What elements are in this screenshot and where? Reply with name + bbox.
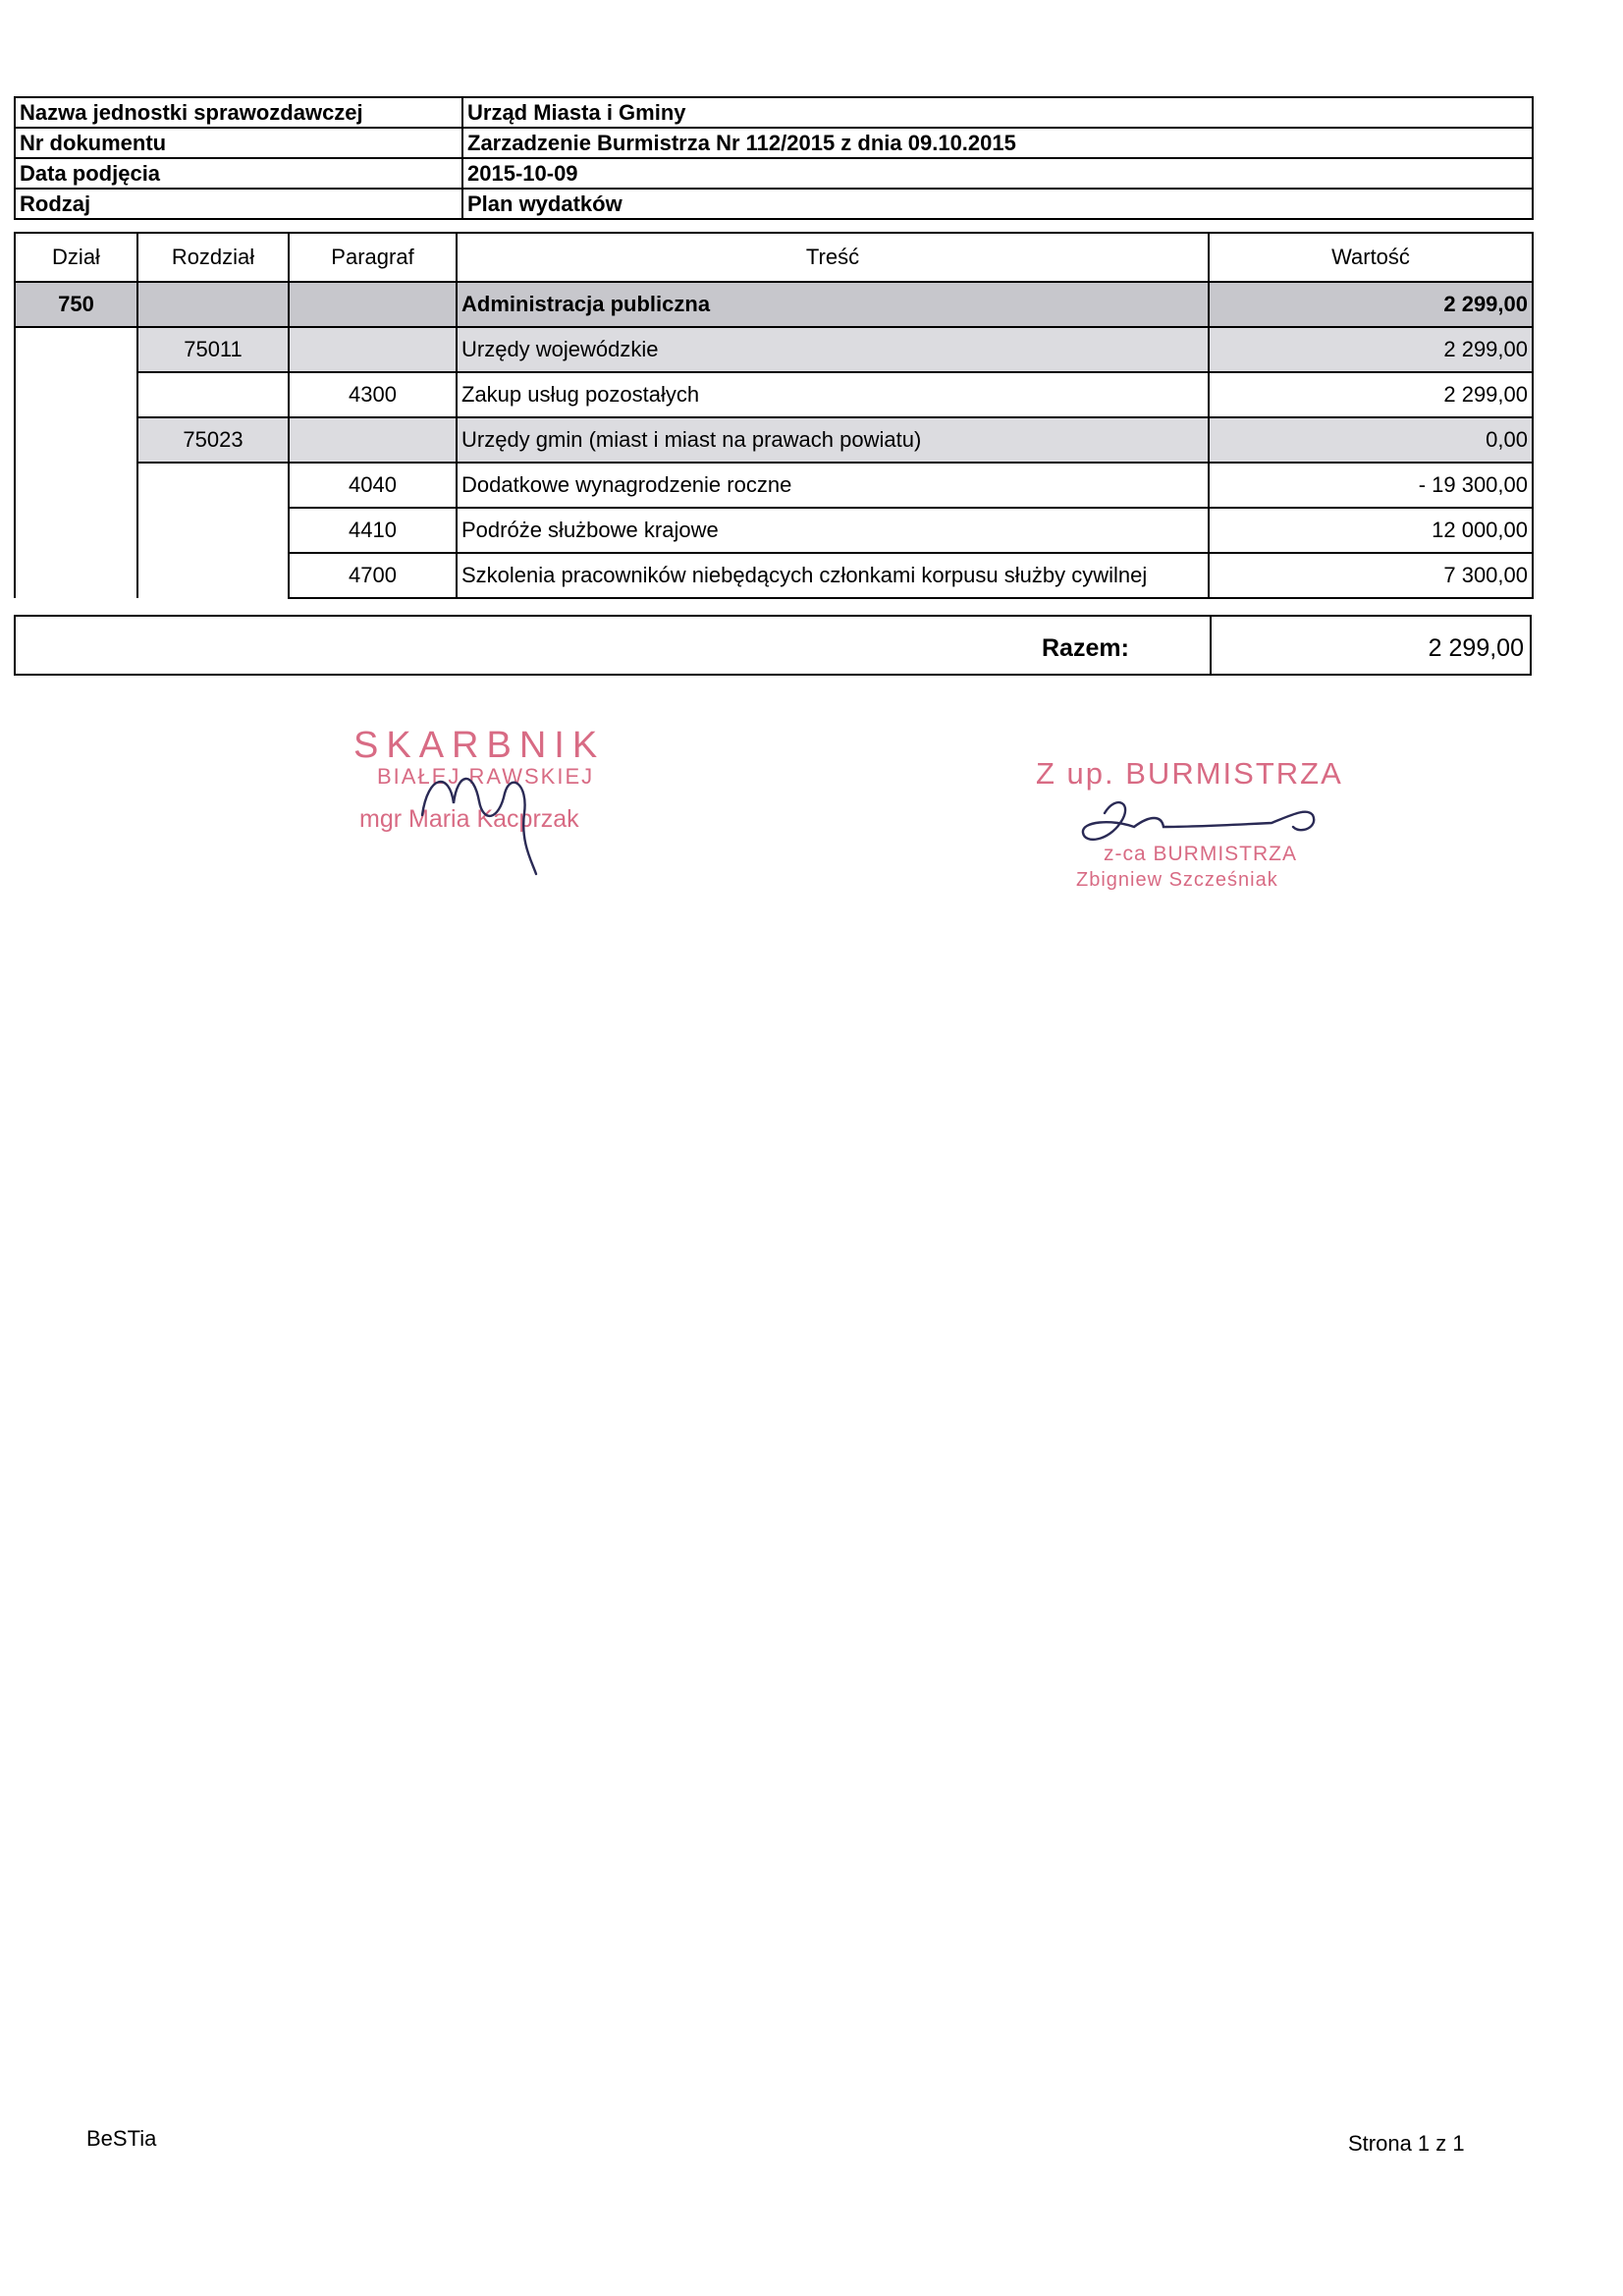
treasurer-signature bbox=[410, 754, 587, 882]
cell-wartosc: 2 299,00 bbox=[1209, 282, 1533, 327]
cell-rozdzial bbox=[137, 372, 289, 417]
cell-rozdzial bbox=[137, 508, 289, 553]
info-label: Nazwa jednostki sprawozdawczej bbox=[15, 97, 462, 128]
mayor-stamp-name: Zbigniew Szcześniak bbox=[1076, 869, 1278, 891]
treasurer-stamp-subtitle: BIAŁEJ RAWSKIEJ bbox=[377, 764, 595, 789]
table-row-paragraf bbox=[15, 463, 1533, 508]
info-label: Nr dokumentu bbox=[15, 128, 462, 158]
info-row-document bbox=[15, 128, 1533, 158]
budget-table bbox=[14, 232, 1534, 599]
cell-tresc: Zakup usług pozostałych bbox=[457, 372, 1209, 417]
cell-rozdzial: 75011 bbox=[137, 327, 289, 372]
footer-software-name: BeSTia bbox=[86, 2126, 157, 2151]
cell-dzial bbox=[15, 508, 137, 553]
cell-paragraf: 4700 bbox=[289, 553, 457, 598]
cell-dzial bbox=[15, 463, 137, 508]
total-row bbox=[14, 615, 1532, 676]
document-info-table bbox=[14, 96, 1534, 220]
cell-paragraf bbox=[289, 417, 457, 463]
table-row-dzial bbox=[15, 282, 1533, 327]
info-row-date bbox=[15, 158, 1533, 189]
mayor-stamp-title: Z up. BURMISTRZA bbox=[1036, 756, 1343, 791]
cell-dzial bbox=[15, 327, 137, 372]
cell-tresc: Urzędy wojewódzkie bbox=[457, 327, 1209, 372]
total-value: 2 299,00 bbox=[1428, 634, 1524, 662]
cell-wartosc: 7 300,00 bbox=[1209, 553, 1533, 598]
cell-paragraf: 4300 bbox=[289, 372, 457, 417]
mayor-stamp-subtitle: z-ca BURMISTRZA bbox=[1104, 843, 1298, 865]
cell-rozdzial bbox=[137, 282, 289, 327]
info-value: Zarzadzenie Burmistrza Nr 112/2015 z dnia 09.10.2015 bbox=[462, 128, 1533, 158]
info-value: Plan wydatków bbox=[462, 189, 1533, 219]
cell-rozdzial bbox=[137, 463, 289, 508]
treasurer-stamp-title: SKARBNIK bbox=[353, 725, 606, 766]
cell-tresc: Urzędy gmin (miast i miast na prawach powiatu) bbox=[457, 417, 1209, 463]
cell-tresc: Dodatkowe wynagrodzenie roczne bbox=[457, 463, 1209, 508]
cell-paragraf: 4410 bbox=[289, 508, 457, 553]
table-row-rozdzial bbox=[15, 417, 1533, 463]
cell-dzial: 750 bbox=[15, 282, 137, 327]
cell-rozdzial bbox=[137, 553, 289, 598]
cell-paragraf bbox=[289, 327, 457, 372]
info-row-type bbox=[15, 189, 1533, 219]
info-label: Data podjęcia bbox=[15, 158, 462, 189]
table-row-paragraf bbox=[15, 372, 1533, 417]
page-number: Strona 1 z 1 bbox=[1348, 2131, 1465, 2156]
info-value: 2015-10-09 bbox=[462, 158, 1533, 189]
cell-wartosc: 12 000,00 bbox=[1209, 508, 1533, 553]
info-value: Urząd Miasta i Gminy bbox=[462, 97, 1533, 128]
column-header-rozdzial: Rozdział bbox=[137, 233, 289, 282]
cell-wartosc: 2 299,00 bbox=[1209, 327, 1533, 372]
column-header-wartosc: Wartość bbox=[1209, 233, 1533, 282]
cell-rozdzial: 75023 bbox=[137, 417, 289, 463]
info-row-unit bbox=[15, 97, 1533, 128]
column-header-paragraf: Paragraf bbox=[289, 233, 457, 282]
table-row-paragraf bbox=[15, 508, 1533, 553]
cell-tresc: Administracja publiczna bbox=[457, 282, 1209, 327]
column-header-dzial: Dział bbox=[15, 233, 137, 282]
cell-wartosc: 0,00 bbox=[1209, 417, 1533, 463]
table-row-paragraf bbox=[15, 553, 1533, 598]
cell-wartosc: 2 299,00 bbox=[1209, 372, 1533, 417]
table-row-rozdzial bbox=[15, 327, 1533, 372]
cell-paragraf: 4040 bbox=[289, 463, 457, 508]
cell-tresc: Podróże służbowe krajowe bbox=[457, 508, 1209, 553]
cell-dzial bbox=[15, 417, 137, 463]
total-label: Razem: bbox=[1042, 634, 1129, 662]
cell-dzial bbox=[15, 372, 137, 417]
cell-tresc: Szkolenia pracowników niebędących członkami korpusu służby cywilnej bbox=[457, 553, 1209, 598]
total-divider bbox=[1210, 617, 1212, 674]
info-label: Rodzaj bbox=[15, 189, 462, 219]
cell-dzial bbox=[15, 553, 137, 598]
cell-wartosc: - 19 300,00 bbox=[1209, 463, 1533, 508]
cell-paragraf bbox=[289, 282, 457, 327]
column-header-tresc: Treść bbox=[457, 233, 1209, 282]
treasurer-stamp-name: mgr Maria Kacprzak bbox=[359, 805, 579, 833]
table-header bbox=[15, 233, 1533, 282]
